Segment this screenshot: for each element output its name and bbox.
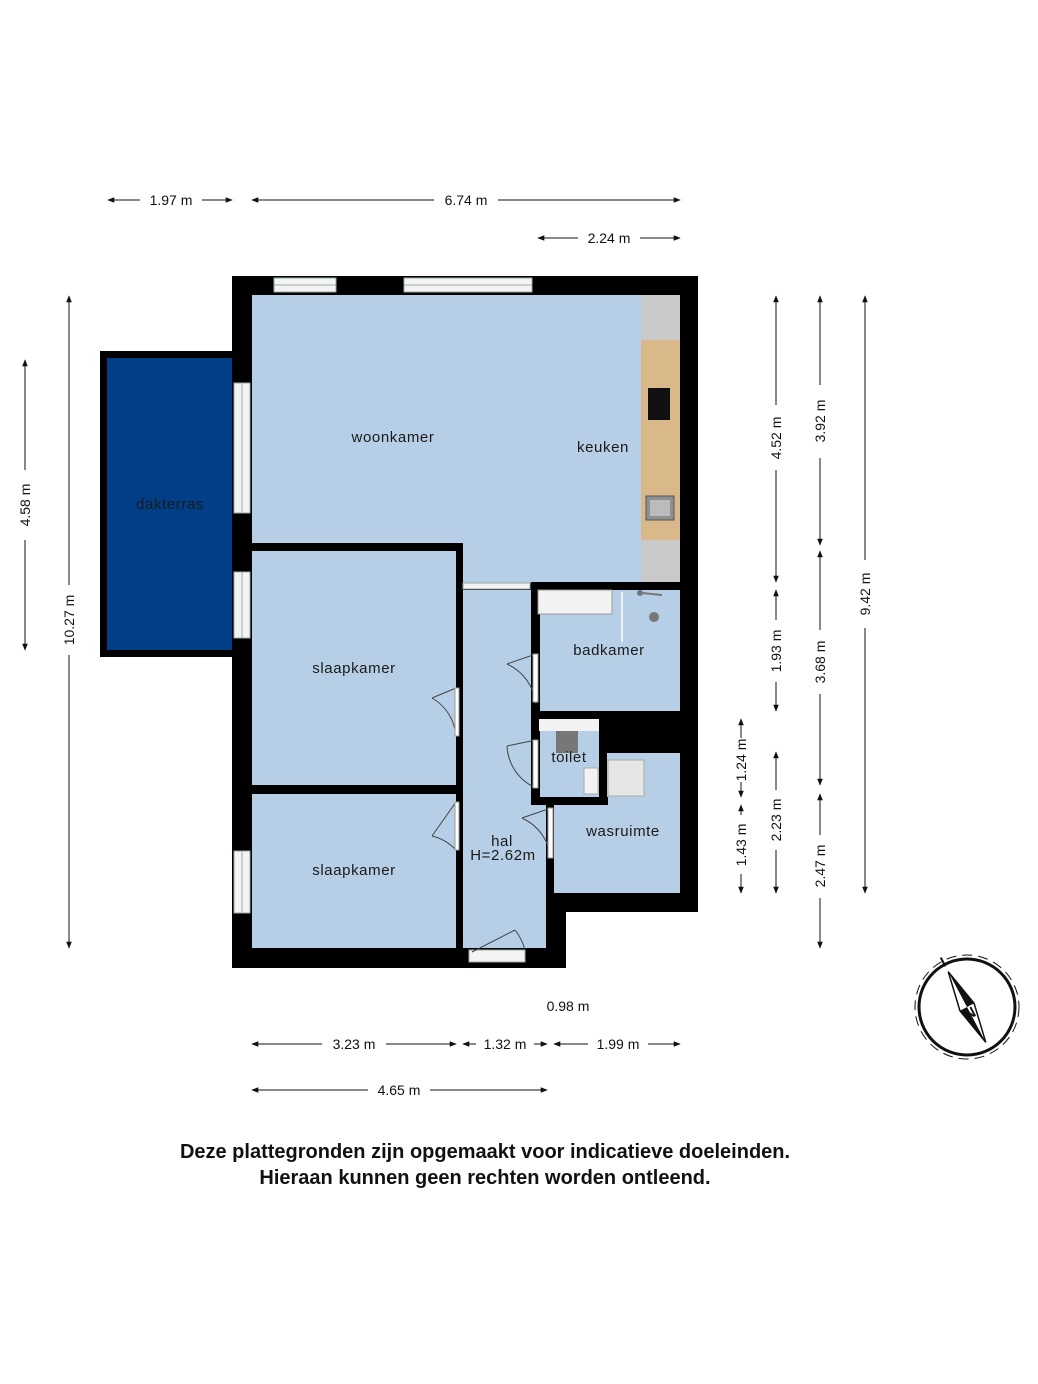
rooms [107, 295, 680, 948]
dim-bottom-total: 4.65 m [377, 1082, 421, 1098]
label-hal-height: H=2.62m [470, 847, 536, 864]
dim-right-keuken: 3.92 m [812, 399, 828, 443]
label-badkamer: badkamer [573, 642, 645, 659]
dim-top-dakterras: 1.97 m [149, 192, 193, 208]
dim-right-total: 9.42 m [857, 572, 873, 616]
dim-bottom-hal: 1.32 m [483, 1036, 527, 1052]
kitchen-counter [641, 295, 680, 582]
dim-right-wasruimte-b: 2.23 m [768, 798, 784, 842]
dim-bottom-slaapkamer: 3.23 m [332, 1036, 376, 1052]
compass-icon [915, 954, 1019, 1059]
dim-top-total: 6.74 m [444, 192, 488, 208]
shower-drain [649, 612, 659, 622]
disclaimer-line-2: Hieraan kunnen geen rechten worden ontleend. [259, 1167, 711, 1189]
dim-left-total: 10.27 m [61, 594, 77, 646]
dim-bottom-door: 0.98 m [546, 998, 590, 1014]
dim-left-dakterras: 4.58 m [17, 483, 33, 527]
dim-right-middle: 3.68 m [812, 640, 828, 684]
dim-right-toilet: 1.24 m [733, 738, 749, 782]
label-toilet: toilet [551, 749, 587, 766]
dim-right-woonkamer: 4.52 m [768, 416, 784, 460]
label-dakterras: dakterras [136, 496, 204, 513]
washbasin [584, 768, 598, 794]
label-hal: hal [491, 833, 513, 850]
label-wasruimte: wasruimte [586, 823, 660, 840]
dim-right-wasruimte-a: 1.43 m [733, 823, 749, 867]
washing-machine [608, 760, 644, 796]
dim-right-bottom: 2.47 m [812, 844, 828, 888]
dim-right-badkamer: 1.93 m [768, 629, 784, 673]
bathtub [538, 590, 612, 614]
dim-top-keuken: 2.24 m [587, 230, 631, 246]
disclaimer [0, 1139, 970, 1191]
label-slaapkamer-2: slaapkamer [312, 862, 396, 879]
label-slaapkamer-1: slaapkamer [312, 660, 396, 677]
dim-bottom-wasruimte: 1.99 m [596, 1036, 640, 1052]
label-woonkamer: woonkamer [351, 429, 435, 446]
cooktop [648, 388, 670, 420]
label-keuken: keuken [577, 439, 629, 456]
compass-north-label: N [961, 1003, 979, 1024]
disclaimer-line-1: Deze plattegronden zijn opgemaakt voor indicatieve doeleinden. [179, 1141, 791, 1163]
